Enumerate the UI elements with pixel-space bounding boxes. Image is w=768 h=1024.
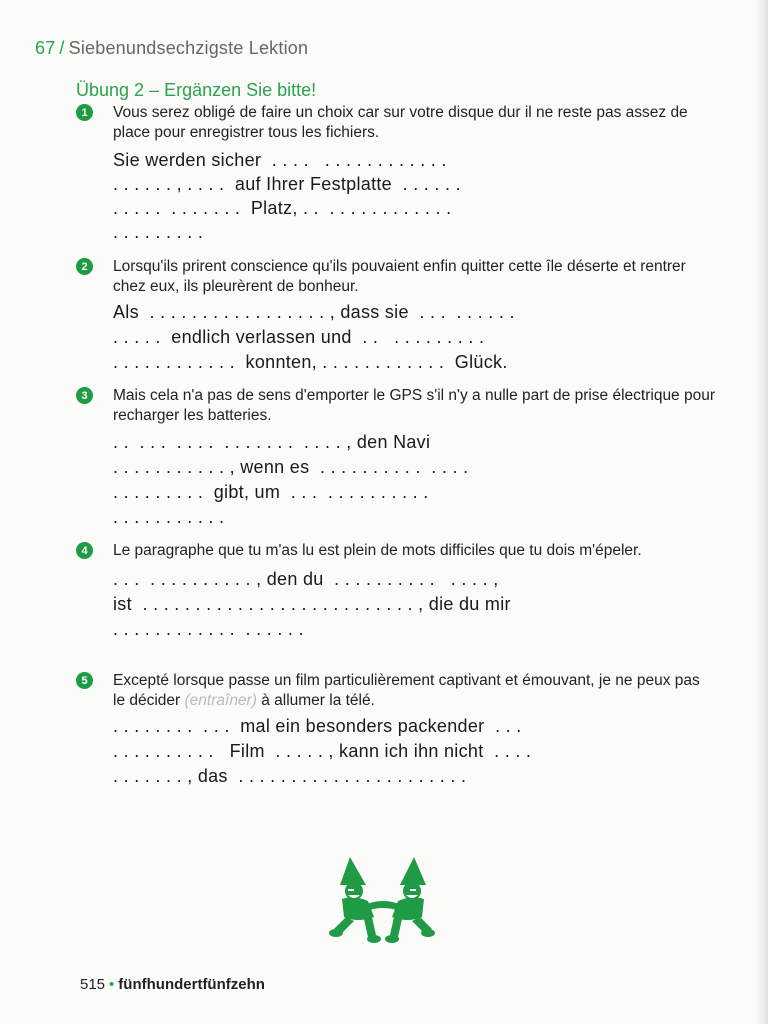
- lesson-header: [35, 38, 308, 59]
- german-line[interactable]: . . . . . . , . . . . auf Ihrer Festplatte . . . . . .: [113, 174, 461, 194]
- item-number-badge: 2: [76, 258, 93, 275]
- lesson-title: Siebenundsechzigste Lektion: [68, 38, 309, 58]
- french-text: à allumer la télé.: [256, 692, 375, 709]
- german-line[interactable]: . . . . . endlich verlassen und . . . . . . . . . . .: [113, 327, 485, 347]
- german-line[interactable]: . . . . . . . . . . Film . . . . . , kann ich ihn nicht . . . .: [113, 741, 532, 761]
- page-number: 515: [80, 976, 106, 993]
- german-line[interactable]: . . . . . . . . . gibt, um . . . . . . . . . . . . .: [113, 482, 429, 502]
- exercise-item-2: [76, 257, 716, 375]
- german-line[interactable]: . . . . . . . . . . . . . . . . . . . . , den Navi: [113, 432, 431, 452]
- verb-hint: (entraîner): [184, 692, 257, 709]
- page-edge-shadow: [754, 0, 768, 1024]
- german-line[interactable]: . . . . . . . . .: [113, 222, 204, 242]
- french-text: Excepté lorsque passe un film particulièrement captivant et émouvant, je ne peux pas le décider: [113, 672, 700, 709]
- german-line[interactable]: Sie werden sicher . . . . . . . . . . . . . . . .: [113, 150, 447, 170]
- exercise-item-5: [76, 671, 716, 789]
- german-line[interactable]: . . . . . . . . . . . . . . . . . .: [113, 619, 304, 639]
- german-line[interactable]: . . . . . . . . . . .: [113, 507, 225, 527]
- german-line[interactable]: Als . . . . . . . . . . . . . . . . . , dass sie . . . . . . . . .: [113, 302, 515, 322]
- page-number-word: fünfhundertfünfzehn: [118, 976, 265, 993]
- gnomes-mascot-icon: [328, 855, 438, 945]
- german-line[interactable]: . . . . . . . . . . . , wenn es . . . . . . . . . . . . . .: [113, 457, 469, 477]
- page-footer: [80, 976, 265, 993]
- lesson-number: 67: [35, 38, 56, 58]
- exercise-title: Übung 2 – Ergänzen Sie bitte!: [76, 80, 317, 100]
- french-sentence: Mais cela n'a pas de sens d'emporter le GPS s'il n'y a nulle part de prise électrique pour recharger les batteries.: [113, 387, 716, 424]
- german-line[interactable]: . . . . . . . . . . . . Platz, . . . . . . . . . . . . . .: [113, 198, 452, 218]
- german-line[interactable]: . . . . . . . , das . . . . . . . . . . . . . . . . . . . . . .: [113, 766, 467, 786]
- header-separator: /: [59, 38, 65, 58]
- french-sentence: [113, 671, 716, 711]
- exercise-item-3: [76, 386, 716, 530]
- exercise-item-1: [76, 103, 716, 245]
- item-number-badge: 5: [76, 672, 93, 689]
- item-number-badge: 1: [76, 104, 93, 121]
- french-sentence: Le paragraphe que tu m'as lu est plein de mots difficiles que tu dois m'épeler.: [113, 542, 642, 559]
- french-sentence: Lorsqu'ils prirent conscience qu'ils pouvaient enfin quitter cette île déserte et rentrer chez eux, ils pleurèrent de bonheur.: [113, 258, 686, 295]
- german-line[interactable]: . . . . . . . . . . . . konnten, . . . . . . . . . . . . Glück.: [113, 352, 508, 372]
- footer-bullet: •: [109, 976, 115, 993]
- item-number-badge: 4: [76, 542, 93, 559]
- exercise-item-4: [76, 541, 716, 642]
- german-line[interactable]: . . . . . . . . . . . mal ein besonders packender . . .: [113, 716, 522, 736]
- item-number-badge: 3: [76, 387, 93, 404]
- german-line[interactable]: . . . . . . . . . . . . . , den du . . . . . . . . . . . . . . ,: [113, 569, 499, 589]
- german-line[interactable]: ist . . . . . . . . . . . . . . . . . . . . . . . . . . , die du mir: [113, 594, 511, 614]
- french-sentence: Vous serez obligé de faire un choix car sur votre disque dur il ne reste pas assez de place pour enregistrer tous les fichiers.: [113, 104, 688, 141]
